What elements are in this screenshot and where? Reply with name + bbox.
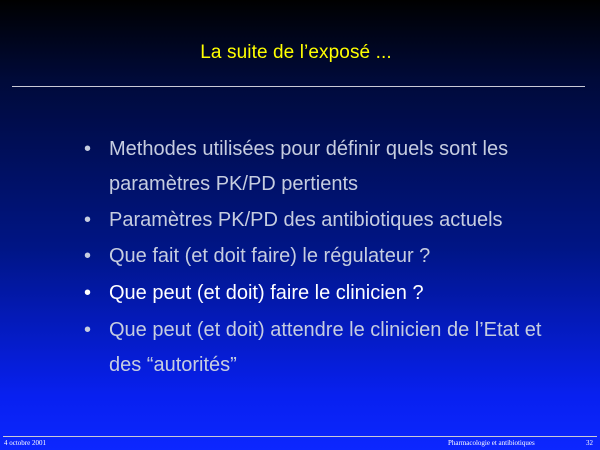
footer-date: 4 octobre 2001 — [4, 439, 46, 447]
bullet-dot-icon: • — [84, 319, 92, 341]
bullet-dot-icon: • — [84, 282, 92, 304]
bullet-item — [84, 239, 554, 274]
bullet-item — [84, 203, 554, 238]
bullet-text: Que peut (et doit) attendre le clinicien de l’Etat et des “autorités” — [109, 319, 542, 376]
footer-divider — [3, 436, 597, 437]
bullet-dot-icon: • — [84, 209, 92, 231]
title-divider — [12, 86, 585, 87]
bullet-text: Que fait (et doit faire) le régulateur ? — [109, 245, 431, 267]
footer-topic: Pharmacologie et antibiotiques — [448, 439, 535, 447]
bullet-list — [84, 132, 554, 385]
bullet-text: Que peut (et doit) faire le clinicien ? — [109, 282, 424, 304]
bullet-item — [84, 132, 554, 202]
bullet-text: Methodes utilisées pour définir quels sont les paramètres PK/PD pertients — [109, 138, 509, 195]
bullet-dot-icon: • — [84, 138, 92, 160]
bullet-item — [84, 313, 554, 383]
slide-title: La suite de l’exposé ... — [200, 42, 392, 63]
bullet-dot-icon: • — [84, 245, 92, 267]
bullet-item-current — [84, 276, 554, 311]
page-number: 32 — [586, 439, 593, 447]
bullet-text: Paramètres PK/PD des antibiotiques actuels — [109, 209, 503, 231]
